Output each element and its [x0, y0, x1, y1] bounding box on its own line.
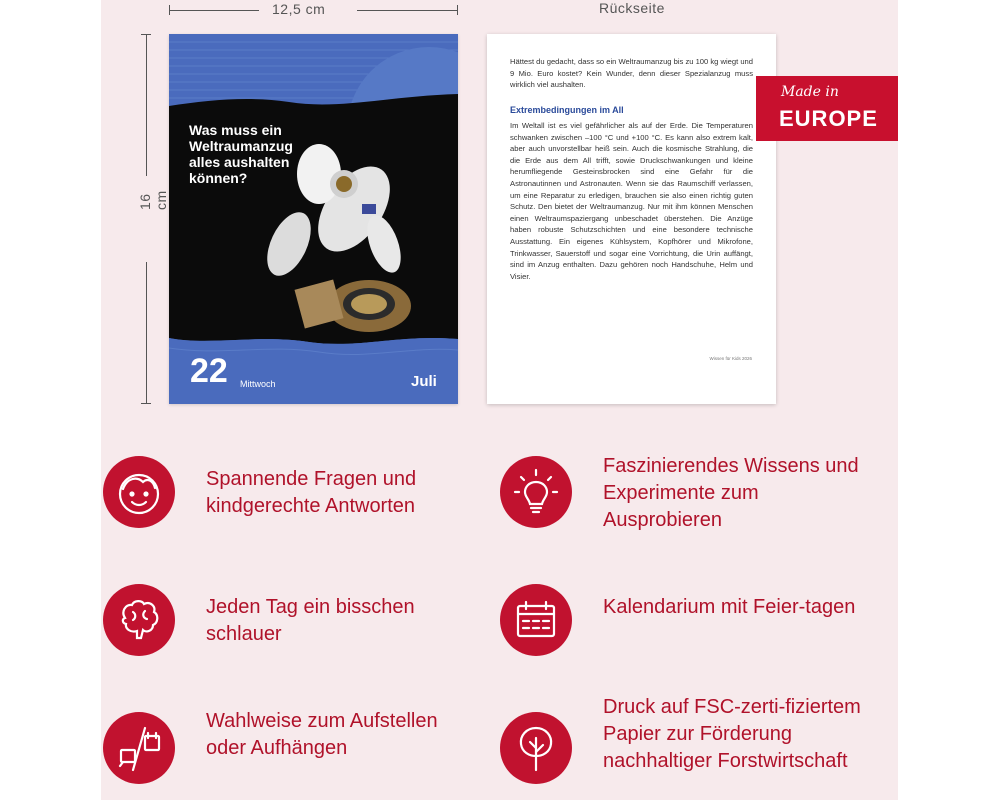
made-in-europe-badge [756, 76, 898, 141]
badge-line1: Made in [781, 84, 839, 100]
feature-text-5: Wahlweise zum Aufstellen oder Aufhängen [206, 710, 438, 759]
badge-line2: EUROPE [779, 106, 878, 131]
stand-hang-calendar-icon [103, 712, 175, 784]
height-label: 16 cm [137, 190, 169, 210]
feature-text-6: Druck auf FSC-zerti-fiziertem Papier zur Förderung nachhaltiger Forstwirtschaft [603, 696, 861, 772]
feature-text-1: Spannende Fragen und kindgerechte Antworten [206, 468, 417, 517]
brain-icon [103, 584, 175, 656]
feature-text-3: Jeden Tag ein bisschen schlauer [206, 596, 415, 645]
feature-text-4: Kalendarium mit Feier-tagen [603, 596, 856, 618]
tree-icon [500, 712, 572, 784]
front-card-artwork [169, 34, 458, 404]
back-card-intro: Hättest du gedacht, dass so ein Weltraumanzug bis zu 100 kg wiegt und 9 Mio. Euro kostet? Kein Wunder, denn dieser Spezialanzug muss wirklich viel aushalten. [510, 57, 754, 90]
back-card-body: Im Weltall ist es viel gefährlicher als auf der Erde. Die Temperaturen schwanken zwischen –100 °C und +100 °C. Es kann also extrem kalt, aber auch unvorstellbar heiß sein. Auch die kosmische Strahlung, die die Erde aus dem All trifft, sowie Druckschwankungen und kleine herumfliegende Gesteinsbrocken sind eine Gefahr für die Astronautinnen und Astronauten. Wenn sie das Raumschiff verlassen, um eine Reparatur zu erledigen, brauchen sie also einen richtig guten Schutz. Den bietet der Weltraumanzug. Nur mit ihm können Menschen einen Weltraumspaziergang unbeschadet überstehen. Die Anzüge haben robuste Schutzschichten und eine besondere technische Ausstattung. Ein eigenes Kühlsystem, Kopfhörer und Mikrofone, Trinkwasser, Sauerstoff und sogar eine Vorrichtung, die Urin auffängt, sind im Anzug enthalten. Dazu gehören noch Handschuhe, Helm und Visier. [510, 121, 753, 281]
width-label: 12,5 cm [272, 1, 326, 17]
back-side-label: Rückseite [599, 0, 665, 16]
back-card-footer: Wissen für Kids 2026 [709, 356, 752, 361]
front-card-weekday: Mittwoch [240, 379, 276, 389]
front-card-month: Juli [411, 373, 437, 390]
light-bulb-icon [500, 456, 572, 528]
calendar-front-card [169, 34, 458, 404]
front-card-question: Was muss ein Weltraumanzug alles aushalten können? [189, 122, 293, 186]
smiley-face-icon [103, 456, 175, 528]
back-card-heading: Extrembedingungen im All [510, 105, 624, 115]
front-card-day: 22 [190, 352, 228, 390]
calendar-back-card [487, 34, 776, 404]
feature-text-2: Faszinierendes Wissens und Experimente zum Ausprobieren [603, 455, 859, 531]
calendar-icon [500, 584, 572, 656]
